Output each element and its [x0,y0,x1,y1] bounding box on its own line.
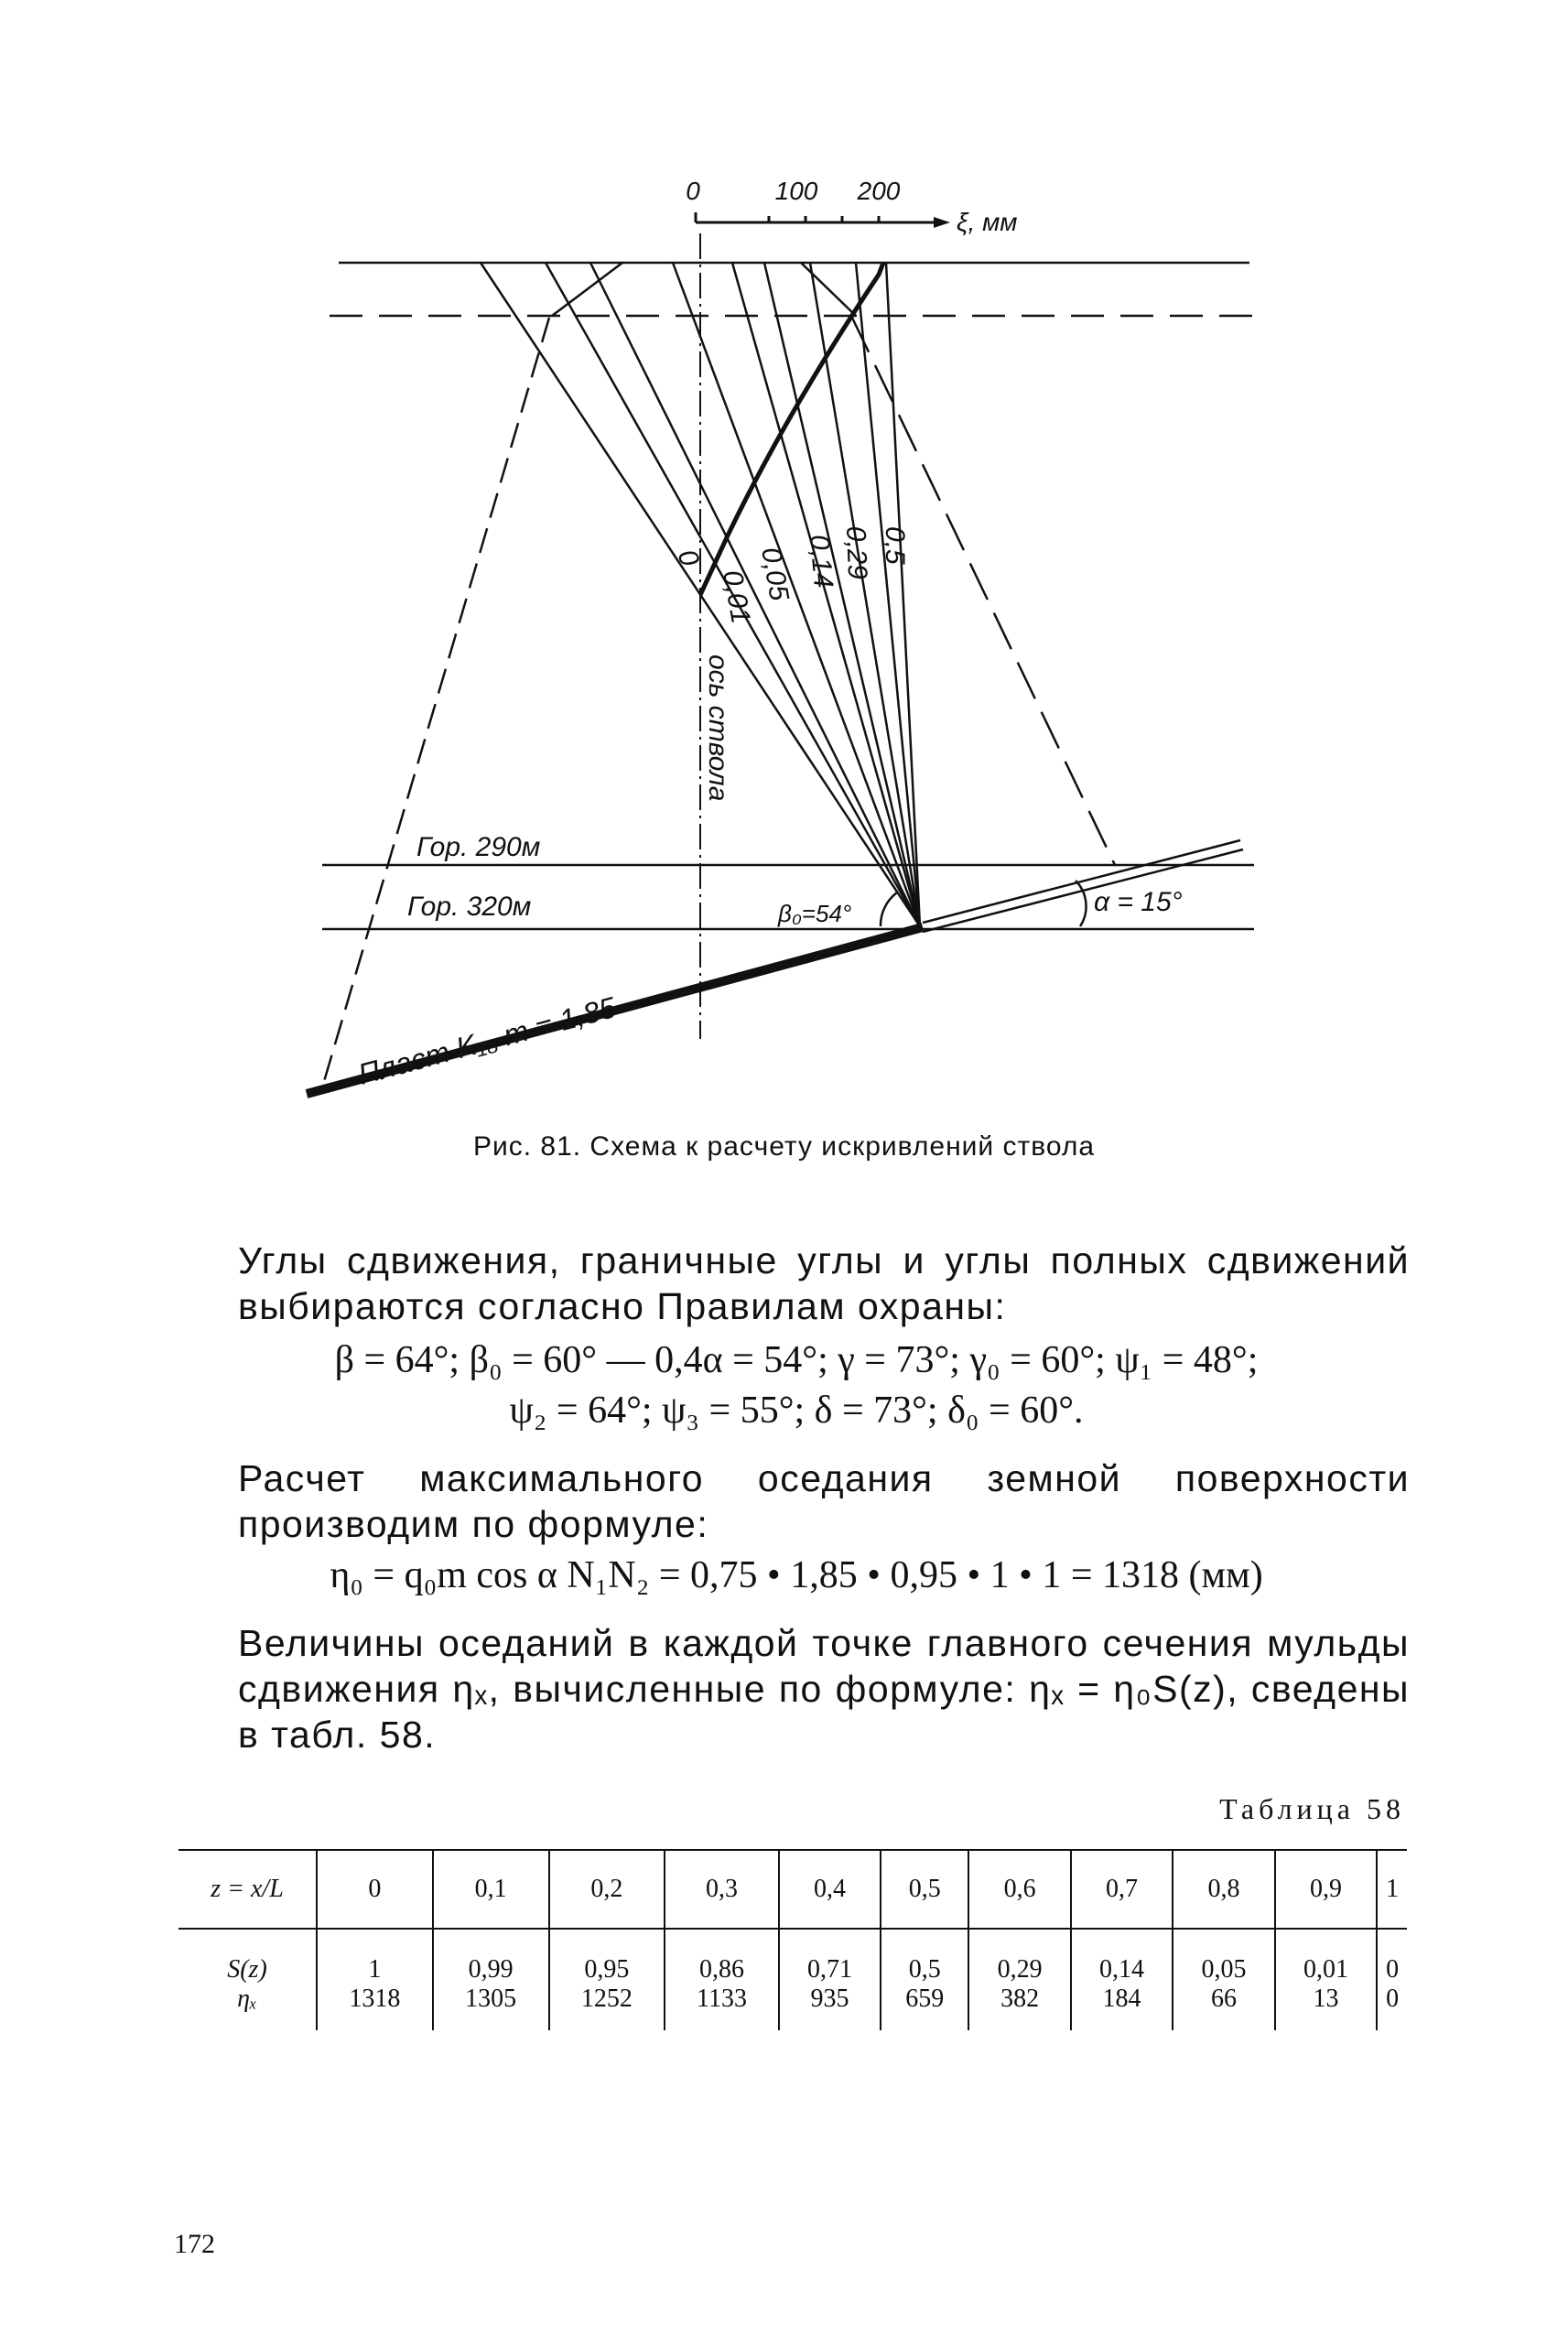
formula-angles-2: ψ₂ = 64°; ψ₃ = 55°; δ = 73°; δ₀ = 60°. [509,1390,1084,1432]
header-label: z = x/L [211,1875,284,1903]
table-cell: 0 0 [1377,1929,1407,2030]
table-cell: 0 [317,1850,433,1929]
scale-tick-200: 200 [857,177,901,205]
table-cell: 1 [1377,1850,1407,1929]
row-labels: S(z) ηₓ [227,1955,267,2013]
formula-angles-1: β = 64°; β₀ = 60° — 0,4α = 54°; γ = 73°; γ₀ = 60°; ψ₁ = 48°; [334,1339,1259,1381]
table-title: Таблица 58 [1219,1792,1405,1825]
level-320-label: Гор. 320м [407,892,532,922]
beta0-arc [881,892,897,926]
page-number: 172 [174,2229,215,2259]
alpha-label: α = 15° [1094,887,1183,917]
line-label-05: 0,5 [880,526,910,565]
table-cell: 0,86 1133 [665,1929,779,2030]
table-header-row [178,1850,1407,1929]
seam-thin-line-1 [923,840,1240,923]
paragraph-angles: Углы сдвижения, граничные углы и углы полных сдвижений выбираются согласно Правилам охраны: [238,1239,1410,1327]
scale-bar [696,212,950,228]
shaft-curvature-diagram [0,0,1568,1144]
right-boundary-dashed [851,316,1115,865]
table-cell: 0,5 659 [881,1929,968,2030]
table-cell: 0,6 [968,1850,1070,1929]
scale-tick-100: 100 [774,177,818,205]
left-boundary-dashed [320,318,549,1094]
table-cell: 0,71 935 [779,1929,881,2030]
table-cell: 0,4 [779,1850,881,1929]
table-cell: 0,95 1252 [549,1929,665,2030]
right-boundary-upper [801,263,856,316]
line-label-005: 0,05 [755,545,795,603]
table-cell: 0,2 [549,1850,665,1929]
table-58 [178,1849,1407,2030]
line-label-001: 0,01 [717,568,756,626]
formula-subsidence: η₀ = q₀m cos α N₁N₂ = 0,75 • 1,85 • 0,95 • 1 • 1 = 1318 (мм) [330,1554,1263,1596]
alpha-arc [1076,881,1087,926]
beta0-label: β₀=54° [778,900,852,927]
level-290-label: Гор. 290м [416,832,541,862]
table-cell: 0,8 [1173,1850,1274,1929]
table-cell: 1 1318 [317,1929,433,2030]
figure-caption: Рис. 81. Схема к расчету искривлений ствола [472,1131,1096,1162]
line-label-0: 0 [671,546,706,571]
table-cell: 0,9 [1275,1850,1377,1929]
line-label-014: 0,14 [804,533,838,589]
table-row [178,1929,1407,2030]
line-label-029: 0,29 [840,525,873,580]
scale-tick-0: 0 [686,177,700,205]
paragraph-table-ref: Величины оседаний в каждой точке главного сечения мульды сдвижения ηₓ, вычисленные по формуле: ηₓ = η₀S(z), сведены в табл. 58. [238,1622,1410,1756]
table-cell: 0,5 [881,1850,968,1929]
table-cell: 0,14 184 [1071,1929,1173,2030]
seam-label: Пласт K₁₈ m = 1,85 [354,990,620,1091]
table-cell: 0,01 13 [1275,1929,1377,2030]
table-cell: 0,3 [665,1850,779,1929]
table-cell: 0,1 [433,1850,549,1929]
axis-label: ось ствола [703,654,733,802]
table-cell: 0,7 [1071,1850,1173,1929]
table-cell: 0,05 66 [1173,1929,1274,2030]
table-cell: 0,99 1305 [433,1929,549,2030]
paragraph-subsidence: Расчет максимального оседания земной поверхности производим по формуле: [238,1457,1410,1545]
table-cell: 0,29 382 [968,1929,1070,2030]
scale-unit: ξ, мм [957,208,1018,236]
